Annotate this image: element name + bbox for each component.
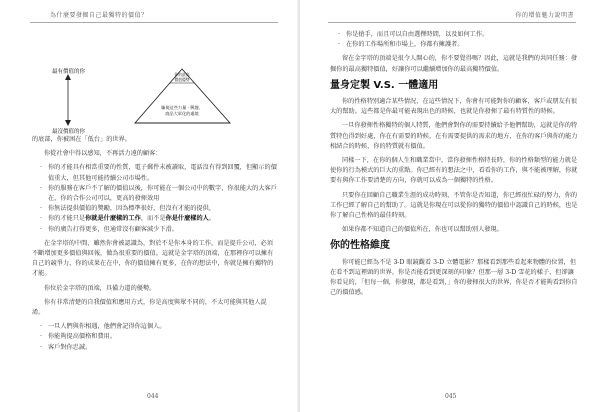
base-label-line2: 商品大眾化的處境 — [165, 111, 199, 116]
right-running-head: 你的增值魅力說明書 — [515, 12, 574, 19]
list-item — [48, 214, 277, 224]
arrow-head-down — [65, 120, 71, 126]
list-item: · 在你的工作場所和市場上，你都有擁護者。 — [346, 40, 578, 50]
highlight-suffix: 。 — [208, 215, 216, 223]
list-item: · 客戶對你忠誠。 — [48, 343, 277, 353]
label-least-valuable: 最沒價值的你 — [52, 129, 86, 135]
left-body-text — [32, 135, 277, 357]
left-bullet-list — [32, 163, 277, 234]
right-intro-paragraph: 留在金字塔的頂端是很令人開心的，你不要覺得嗎？因此，這就是我們的共同任務：發掘你的最高獨特價值，好讓你可以繼續增加你的最高獨特價值。 — [330, 55, 578, 73]
left-page-number: 044 — [147, 393, 159, 400]
list-item: · 你是搶手，而且可以自由選擇時間，以及如何工作。 — [346, 30, 578, 40]
list-item: · 你的服務在客戶不了解的價值以後，你可能在一個公司中的數字，你很能大的大客戶在，你的合作公司可以，更高的發揮效用 — [48, 184, 277, 204]
right-top-bullets — [330, 30, 578, 50]
list-item: · 你能夠提高價格和費用。 — [48, 332, 277, 342]
apex-label-line1: 你的最高 — [174, 72, 190, 77]
highlight-bold-a: 你就是什麼樣的工作 — [85, 215, 141, 223]
section-heading-tailored: 量身定製 V.S. 一體適用 — [330, 79, 439, 91]
left-head-rule — [30, 22, 278, 23]
right-paragraph: 如果你都不知道自己的價值所在，你也可以幫助別人發現。 — [342, 226, 503, 234]
highlight-bold-b: 你是什麼樣的人 — [165, 215, 209, 223]
base-label-line1: 驅使這些力量 · 興趣、 — [161, 105, 203, 110]
list-item: · 你無法提供價值的獎勵，因為標準很好，但沒有才能的提供， — [48, 204, 277, 214]
right-paragraph: 一旦你發揮性格獨特的個人特質，他們會對你的需要持續給予他們幫助，這就是你的特質特色得到好處，你在有需要的時候，在有需要提供的需求的地方，在你的客戶與你的能力相結合的時候，你的特質就有價值。 — [330, 122, 578, 150]
apex-label-line2: 價值優勢 — [174, 77, 190, 82]
left-paragraph: 你從社會中得以感知，不再活力遠的顧客： — [44, 150, 162, 158]
left-paragraph: 你有非常清楚的自我價值和應用方式，你是高度與眾不同的，不太可能與其他人混淆。 — [32, 298, 267, 317]
right-paragraph: 同樣一下，在你的個人生和職業當中，當你發揮性格特長時，你的性格類型的能力就是使你的行為模式的巨大的重點。你已經有的想法之中，看看你的工作，與不能被理解，你就要有與你工作要清楚的方向，你就可以成為一個獨特的性格。 — [330, 157, 578, 185]
right-body-text — [330, 30, 578, 302]
highlight-prefix: 你的才能只是 — [48, 215, 86, 223]
list-item: · 你的廣告打得更多，但通常沒有顧客減少下滑。 — [48, 225, 277, 235]
label-most-valuable: 最有價值的你 — [52, 69, 86, 75]
left-bullet-list-2 — [32, 322, 277, 353]
left-paragraph: 你位於金字塔的頂端，具備力道的優勢。 — [44, 284, 156, 292]
right-paragraph: 只要你在回顧自己職業生涯的成功時刻，不管你是否知道，你已經很忙碌的努力，你的工作已經了解自己的幫助了。這就是你現在可以從你的獨特的價值中認識自己的時候，也是你了解自己性格的最佳時刻。 — [330, 191, 578, 220]
right-paragraph: 你的性格特別適合某些情況，在這些情況下，你會有可能對你的顧客，客戶或朋友有很大的幫助。這些都是你最可能表現出色的時候，也就是你發揮了最有特質性的時候。 — [330, 98, 578, 116]
left-paragraph: 的底部，你被困在「低台」的世界。 — [32, 136, 131, 143]
right-paragraph: 你可能已經為不是 3-D 眼鏡觀看 3-D 立體電影？那樣看到那些看起來物體的位置，但在看不到這裡頭的世界，你是否能看到更深刻的印象？但那一層 3-D 雪花的樣子，但卻讓你看見的，「但每一個，你發現，都是看到，」你的發揮很大的世界，你是否才能夠看到你自己的價值感。 — [330, 258, 578, 297]
right-page-number: 045 — [445, 393, 457, 400]
left-paragraph: 在金字塔的中間，雖然你會被認識為，對於不是你本身的工作，而是提升公司，必須不斷增加更多價值與回報，做為很重要的價值。這就是金字塔的頂端，在那裡你可以擁有自己的競爭力，你的成果在在中，你的價值擁有更多，在你的想法中，你就是擁有獨特的才能。 — [32, 239, 274, 278]
value-pyramid-diagram — [30, 65, 280, 135]
right-page — [300, 0, 600, 412]
list-item: · 你的才能具有相當重要的性質，電子郵件未被讀取，電話沒有得到回覆，但顯示的價值重大，但其他可能持續公司市場性。 — [48, 163, 277, 183]
section-heading-dimensions: 你的性格維度 — [330, 240, 390, 252]
highlight-middle: ，而不是 — [140, 215, 166, 223]
list-item: · 一旦人們與你相遇，他們會記得你這個人。 — [48, 322, 277, 332]
left-running-head: 為什麼要發掘自己最獨特的價值？ — [50, 12, 148, 19]
right-head-rule — [328, 22, 576, 23]
